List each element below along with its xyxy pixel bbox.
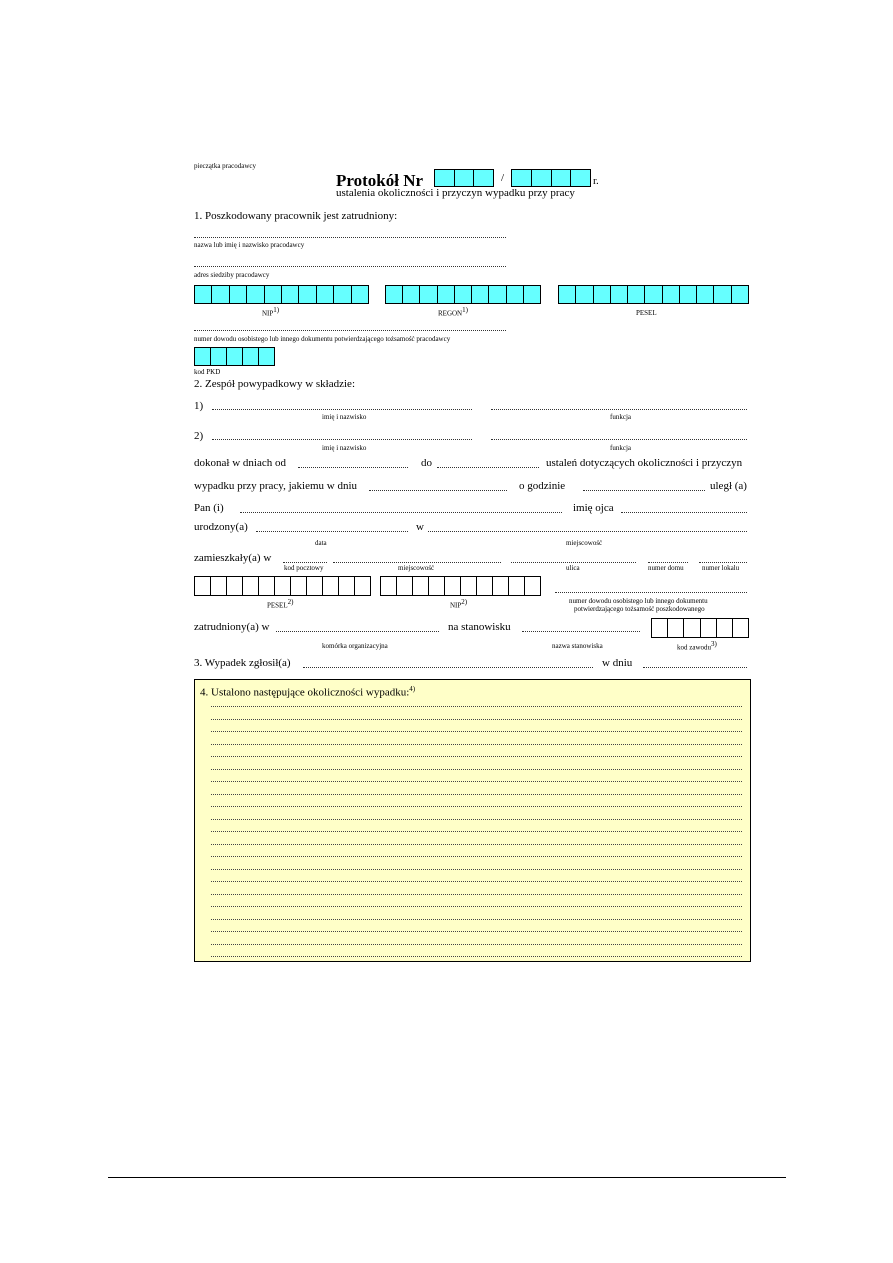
victim-name-field[interactable]	[240, 512, 562, 513]
circumstances-line[interactable]	[211, 881, 742, 882]
member2-number: 2)	[194, 430, 204, 442]
protocol-subtitle: ustalenia okoliczności i przyczyn wypadku przy pracy	[336, 187, 575, 199]
circumstances-line[interactable]	[211, 844, 742, 845]
victim-id-doc-label-2: potwierdzającego tożsamość poszkodowanego	[574, 605, 705, 613]
pkd-code-boxes[interactable]	[194, 347, 275, 366]
street-label: ulica	[566, 564, 580, 572]
born-label: urodzony(a)	[194, 521, 248, 533]
date-from-field[interactable]	[298, 467, 408, 468]
circumstances-line[interactable]	[211, 919, 742, 920]
accident-hour-field[interactable]	[583, 490, 705, 491]
employer-name-field[interactable]	[194, 237, 506, 238]
section3-reported-label: 3. Wypadek zgłosił(a)	[194, 657, 291, 669]
employer-regon-label: REGON$^{1)}$	[438, 306, 468, 318]
circumstances-line[interactable]	[211, 706, 742, 707]
member1-function-field[interactable]	[491, 409, 747, 410]
victim-nip-label: NIP$^{2)}$	[450, 598, 468, 610]
circumstances-line[interactable]	[211, 819, 742, 820]
employer-id-doc-field[interactable]	[194, 330, 506, 331]
victim-nip-boxes[interactable]	[380, 576, 541, 596]
position-label: na stanowisku	[448, 621, 511, 633]
house-number-label: numer domu	[648, 564, 684, 572]
job-code-label: kod zawodu$^{3)}$	[677, 640, 717, 652]
dates-to-label: do	[421, 457, 432, 469]
at-hour-label: o godzinie	[519, 480, 566, 492]
city-label: miejscowość	[398, 564, 435, 572]
footer-divider	[108, 1177, 786, 1178]
section2-heading: 2. Zespół powypadkowy w składzie:	[194, 378, 355, 390]
circumstances-line[interactable]	[211, 831, 742, 832]
protocol-title: Protokół Nr	[336, 171, 424, 190]
employer-address-field[interactable]	[194, 266, 506, 267]
member2-function-label: funkcja	[610, 444, 631, 452]
house-number-field[interactable]	[648, 562, 688, 563]
year-suffix: r.	[593, 175, 599, 187]
employed-in-label: zatrudniony(a) w	[194, 621, 270, 633]
street-field[interactable]	[511, 562, 636, 563]
victim-id-doc-field[interactable]	[555, 592, 747, 593]
job-code-boxes[interactable]	[651, 618, 749, 638]
circumstances-line[interactable]	[211, 869, 742, 870]
dates-from-label: dokonał w dniach od	[194, 457, 286, 469]
section4-heading: 4. Ustalono następujące okoliczności wypadku:$^{4)}$	[200, 685, 416, 699]
circumstances-line[interactable]	[211, 944, 742, 945]
employer-name-label: nazwa lub imię i nazwisko pracodawcy	[194, 241, 305, 249]
mr-mrs-label: Pan (i)	[194, 502, 224, 514]
protocol-year-boxes[interactable]	[511, 169, 591, 187]
father-name-label: imię ojca	[573, 502, 614, 514]
employer-address-label: adres siedziby pracodawcy	[194, 271, 270, 279]
circumstances-line[interactable]	[211, 894, 742, 895]
member1-name-field[interactable]	[212, 409, 472, 410]
report-date-field[interactable]	[643, 667, 747, 668]
employer-pesel-boxes[interactable]	[558, 285, 749, 304]
reporter-field[interactable]	[303, 667, 593, 668]
employer-nip-label: NIP$^{1)}$	[262, 306, 280, 318]
postal-code-label: kod pocztowy	[284, 564, 324, 572]
father-name-field[interactable]	[621, 512, 747, 513]
circumstances-line[interactable]	[211, 744, 742, 745]
circumstances-line[interactable]	[211, 719, 742, 720]
born-in-label: w	[416, 521, 424, 533]
flat-number-label: numer lokalu	[702, 564, 740, 572]
org-unit-field[interactable]	[276, 631, 439, 632]
member2-function-field[interactable]	[491, 439, 747, 440]
birth-date-field[interactable]	[256, 531, 408, 532]
circumstances-line[interactable]	[211, 956, 742, 957]
circumstances-line[interactable]	[211, 769, 742, 770]
birth-place-field[interactable]	[428, 531, 747, 532]
birth-date-label: data	[315, 539, 327, 547]
circumstances-line[interactable]	[211, 856, 742, 857]
member1-function-label: funkcja	[610, 413, 631, 421]
circumstances-line[interactable]	[211, 756, 742, 757]
employer-regon-boxes[interactable]	[385, 285, 541, 304]
pkd-label: kod PKD	[194, 368, 221, 376]
accident-date-field[interactable]	[369, 490, 507, 491]
member1-name-label: imię i nazwisko	[322, 413, 367, 421]
circumstances-line[interactable]	[211, 931, 742, 932]
date-to-field[interactable]	[437, 467, 539, 468]
accident-day-label: wypadku przy pracy, jakiemu w dniu	[194, 480, 358, 492]
circumstances-line[interactable]	[211, 806, 742, 807]
circumstances-line[interactable]	[211, 906, 742, 907]
section3-on-day-label: w dniu	[602, 657, 633, 669]
dates-rest-label: ustaleń dotyczących okoliczności i przyczyn	[546, 457, 743, 469]
position-name-field[interactable]	[522, 631, 640, 632]
circumstances-line[interactable]	[211, 781, 742, 782]
birth-place-label: miejscowość	[566, 539, 603, 547]
postal-code-field[interactable]	[283, 562, 327, 563]
circumstances-box[interactable]	[194, 679, 751, 962]
org-unit-label: komórka organizacyjna	[322, 642, 388, 650]
employer-id-doc-label: numer dowodu osobistego lub innego dokumentu potwierdzającego tożsamość pracodawcy	[194, 335, 451, 343]
victim-id-doc-label-1: numer dowodu osobistego lub innego dokumentu	[569, 597, 708, 605]
stamp-label: pieczątka pracodawcy	[194, 162, 256, 170]
city-field[interactable]	[333, 562, 501, 563]
victim-pesel-boxes[interactable]	[194, 576, 371, 596]
member2-name-label: imię i nazwisko	[322, 444, 367, 452]
member1-number: 1)	[194, 400, 204, 412]
flat-number-field[interactable]	[699, 562, 747, 563]
employer-nip-boxes[interactable]	[194, 285, 369, 304]
employer-pesel-label: PESEL	[636, 309, 657, 317]
victim-pesel-label: PESEL$^{2)}$	[267, 598, 294, 610]
section1-heading: 1. Poszkodowany pracownik jest zatrudniony:	[194, 210, 398, 222]
protocol-number-boxes[interactable]	[434, 169, 494, 187]
position-name-label: nazwa stanowiska	[552, 642, 603, 650]
protocol-slash: /	[501, 172, 505, 184]
circumstances-line[interactable]	[211, 731, 742, 732]
member2-name-field[interactable]	[212, 439, 472, 440]
circumstances-line[interactable]	[211, 794, 742, 795]
resident-label: zamieszkały(a) w	[194, 552, 272, 564]
suffered-label: uległ (a)	[710, 480, 747, 492]
